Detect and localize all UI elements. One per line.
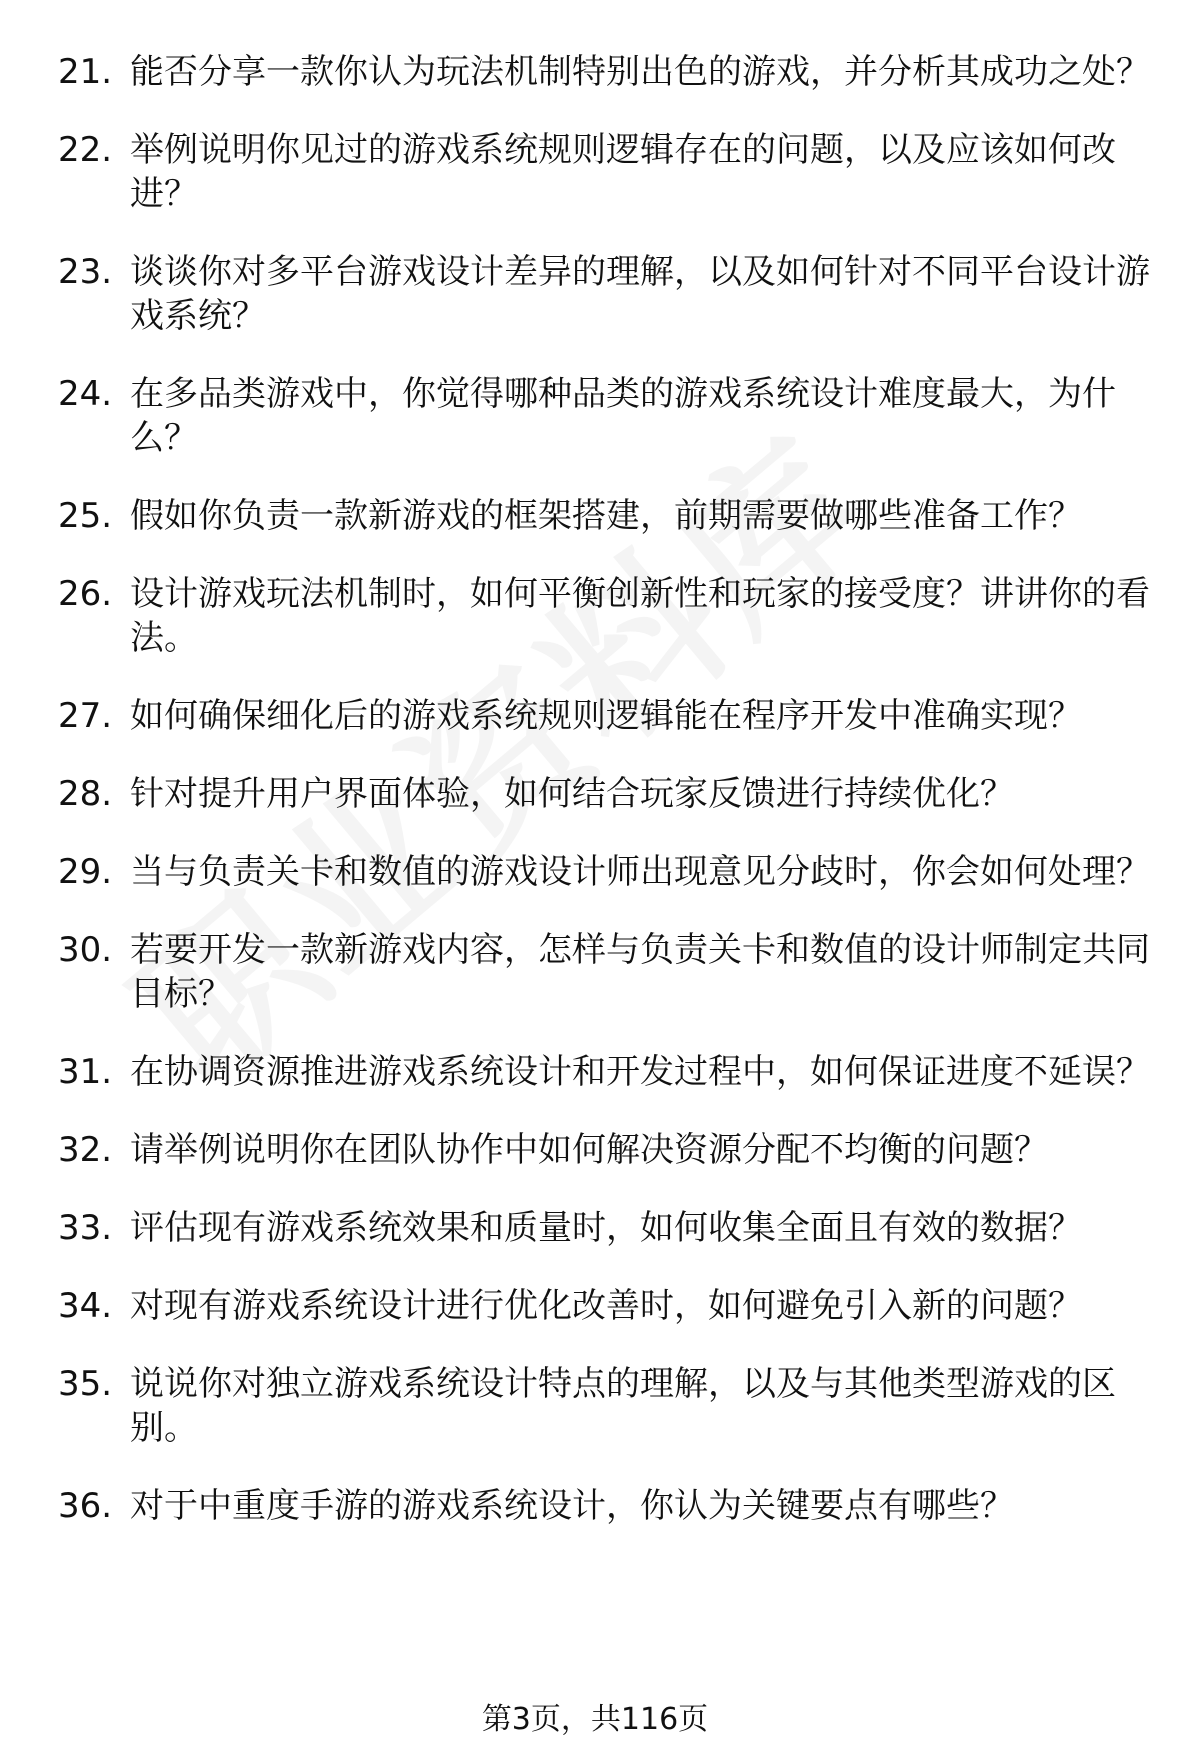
question-number: 33. [58,1208,113,1248]
list-item [0,250,1190,338]
question-text: 在协调资源推进游戏系统设计和开发过程中，如何保证进度不延误？ [130,1052,1150,1092]
question-number: 23. [58,252,113,292]
list-item [0,1284,1190,1328]
question-number: 35. [58,1364,113,1404]
list-item [0,850,1190,894]
question-number: 27. [58,696,113,736]
question-text: 对现有游戏系统设计进行优化改善时，如何避免引入新的问题？ [130,1286,1082,1326]
question-number: 28. [58,774,113,814]
question-text: 如何确保细化后的游戏系统规则逻辑能在程序开发中准确实现？ [130,696,1082,736]
question-text: 若要开发一款新游戏内容，怎样与负责关卡和数值的设计师制定共同目标？ [130,930,1150,1014]
question-text: 请举例说明你在团队协作中如何解决资源分配不均衡的问题？ [130,1130,1048,1170]
question-number: 32. [58,1130,113,1170]
question-number: 25. [58,496,113,536]
question-text: 能否分享一款你认为玩法机制特别出色的游戏，并分析其成功之处？ [130,52,1150,92]
question-number: 21. [58,52,113,92]
list-item [0,694,1190,738]
question-number: 24. [58,374,113,414]
question-text: 说说你对独立游戏系统设计特点的理解，以及与其他类型游戏的区别。 [130,1364,1116,1448]
question-number: 30. [58,930,113,970]
list-item [0,928,1190,1016]
question-text: 评估现有游戏系统效果和质量时，如何收集全面且有效的数据？ [130,1208,1082,1248]
list-item [0,1128,1190,1172]
list-item [0,572,1190,660]
question-number: 22. [58,130,113,170]
list-item [0,50,1190,94]
question-text: 当与负责关卡和数值的游戏设计师出现意见分歧时，你会如何处理？ [130,852,1150,892]
question-text: 举例说明你见过的游戏系统规则逻辑存在的问题，以及应该如何改进？ [130,130,1116,214]
list-item [0,128,1190,216]
list-item [0,772,1190,816]
question-text: 设计游戏玩法机制时，如何平衡创新性和玩家的接受度？讲讲你的看法。 [130,574,1150,658]
question-text: 在多品类游戏中，你觉得哪种品类的游戏系统设计难度最大，为什么？ [130,374,1116,458]
question-text: 针对提升用户界面体验，如何结合玩家反馈进行持续优化？ [130,774,1014,814]
list-item [0,494,1190,538]
list-item [0,1362,1190,1450]
list-item [0,1206,1190,1250]
list-item [0,372,1190,460]
question-number: 31. [58,1052,113,1092]
list-item [0,1484,1190,1528]
list-item [0,1050,1190,1094]
question-text: 谈谈你对多平台游戏设计差异的理解，以及如何针对不同平台设计游戏系统？ [130,252,1150,336]
question-number: 29. [58,852,113,892]
question-number: 34. [58,1286,113,1326]
page-number-footer: 第3页，共116页 [481,1702,709,1737]
question-text: 假如你负责一款新游戏的框架搭建，前期需要做哪些准备工作？ [130,496,1082,536]
question-list [0,50,1190,1562]
question-number: 26. [58,574,113,614]
question-number: 36. [58,1486,113,1526]
question-text: 对于中重度手游的游戏系统设计，你认为关键要点有哪些？ [130,1486,1014,1526]
